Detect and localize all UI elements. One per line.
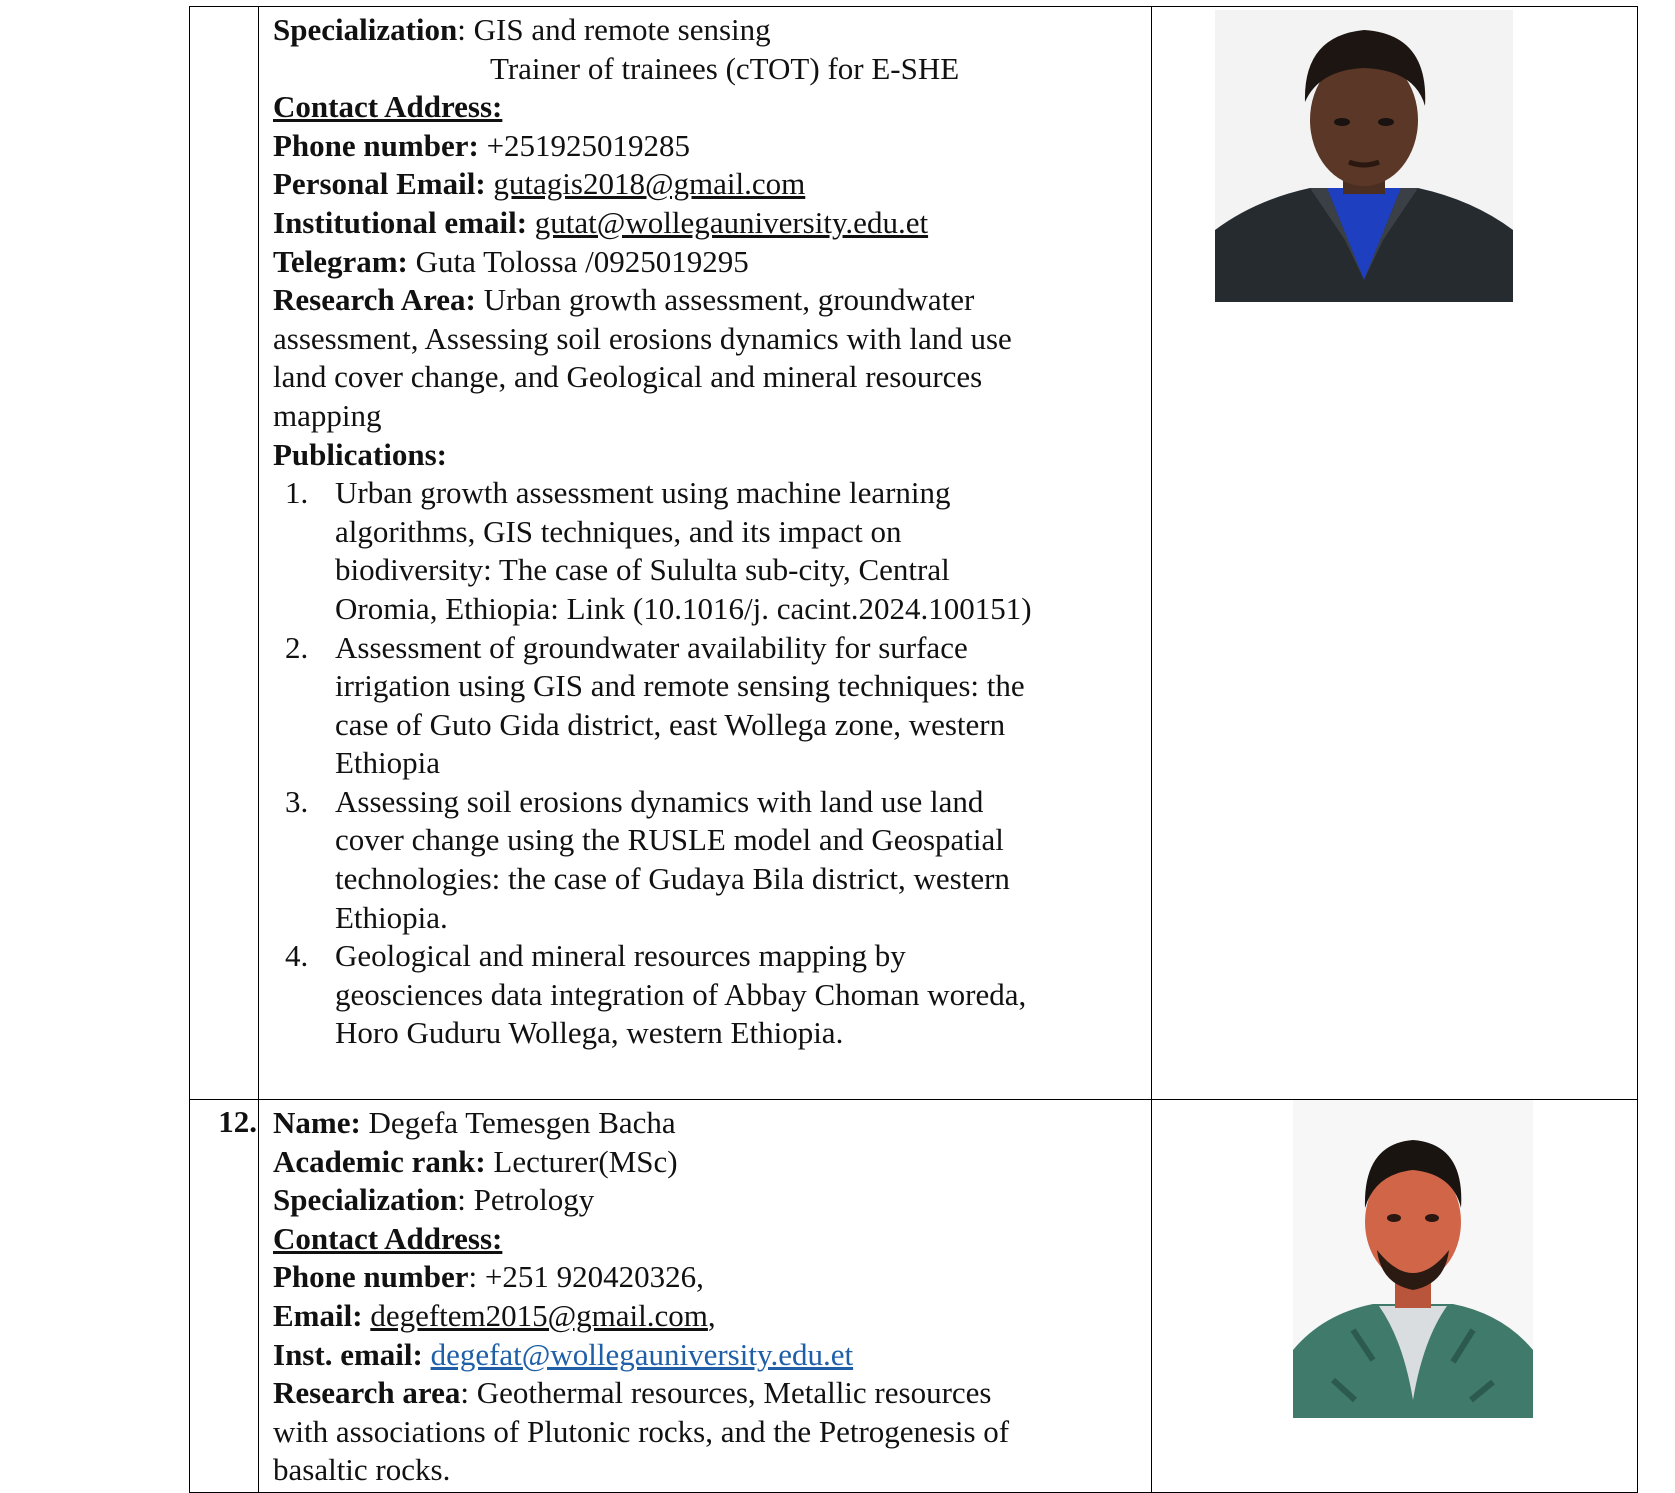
rank-line [273, 1143, 1137, 1182]
field-value: Lecturer(MSc) [485, 1143, 678, 1179]
list-item [285, 783, 1137, 937]
field-label: Specialization [273, 1182, 458, 1218]
field-suffix: , [707, 1297, 716, 1333]
field-label: Specialization [273, 12, 458, 47]
field-label: Telegram: [273, 243, 408, 279]
publication-line: geosciences data integration of Abbay Choman woreda, [335, 976, 1027, 1012]
field-value: Guta Tolossa /0925019295 [407, 243, 749, 279]
publication-line: irrigation using GIS and remote sensing techniques: the [335, 668, 1025, 704]
field-label: Research area [273, 1375, 461, 1411]
field-label: Phone number: [273, 127, 479, 163]
publication-line: biodiversity: The case of Sululta sub-city, Central [335, 552, 950, 588]
publication-line: Ethiopia [335, 745, 441, 781]
publication-line: Horo Guduru Wollega, western Ethiopia. [335, 1015, 844, 1051]
staff-info-cell [259, 7, 1152, 1100]
field-value: : Petrology [457, 1182, 595, 1218]
table-row [190, 1100, 1638, 1493]
inst-email-line [273, 1336, 1137, 1375]
email-line [273, 1297, 1137, 1336]
specialization-extra: Trainer of trainees (cTOT) for E-SHE [490, 50, 960, 86]
field-label: Inst. email: [273, 1336, 423, 1372]
telegram-line [273, 243, 1137, 282]
research-line: assessment, Assessing soil erosions dynamics with land use [273, 320, 1012, 356]
publication-line: Oromia, Ethiopia: Link (10.1016/j. cacint.2024.100151) [335, 590, 1032, 626]
research-line [273, 1374, 1137, 1413]
field-label: Email: [273, 1297, 363, 1333]
staff-photo [1215, 10, 1513, 302]
publication-line: case of Guto Gida district, east Wollega zone, western [335, 706, 1006, 742]
research-line [273, 281, 1137, 320]
portrait-image [1215, 10, 1513, 302]
research-line: land cover change, and Geological and mineral resources [273, 359, 983, 395]
publications-list [273, 474, 1137, 1053]
publication-line: Urban growth assessment using machine learning [335, 475, 951, 511]
contact-heading: Contact Address: [273, 89, 503, 125]
field-label: Phone number [273, 1259, 469, 1295]
name-line [273, 1104, 1137, 1143]
list-item [285, 474, 1137, 628]
publications-heading: Publications: [273, 436, 447, 472]
field-label: Institutional email: [273, 204, 528, 240]
research-line: mapping [273, 397, 382, 433]
list-number: 2. [285, 629, 309, 665]
table-row [190, 7, 1638, 1100]
staff-table [189, 6, 1638, 1493]
contact-heading: Contact Address: [273, 1220, 503, 1256]
list-number: 4. [285, 938, 309, 974]
inst-email-line [273, 204, 1137, 243]
publication-line: Assessing soil erosions dynamics with land use land [335, 783, 984, 819]
publication-line: cover change using the RUSLE model and Geospatial [335, 822, 1004, 858]
field-value: : GIS and remote sensing [457, 12, 771, 47]
list-number: 3. [285, 783, 309, 819]
portrait-image [1293, 1100, 1533, 1418]
publication-line: algorithms, GIS techniques, and its impact on [335, 513, 902, 549]
email-link[interactable]: degeftem2015@gmail.com [370, 1297, 708, 1333]
field-value: Urban growth assessment, groundwater [475, 282, 975, 318]
phone-line [273, 1258, 1137, 1297]
inst-email-link[interactable]: degefat@wollegauniversity.edu.et [430, 1336, 854, 1372]
personal-email-link[interactable]: gutagis2018@gmail.com [493, 166, 806, 202]
publication-line: Geological and mineral resources mapping by [335, 938, 906, 974]
field-label: Academic rank: [273, 1143, 486, 1179]
specialization-line [273, 1181, 1137, 1220]
field-value: : Geothermal resources, Metallic resources [460, 1375, 992, 1411]
specialization-line [273, 11, 1137, 50]
photo-cell [1152, 1100, 1638, 1493]
field-label: Personal Email: [273, 166, 486, 202]
research-line: basaltic rocks. [273, 1452, 451, 1488]
field-value: : +251 920420326, [468, 1259, 704, 1295]
phone-line [273, 127, 1137, 166]
list-item [285, 629, 1137, 783]
publication-line: Assessment of groundwater availability for surface [335, 629, 968, 665]
inst-email-link[interactable]: gutat@wollegauniversity.edu.et [534, 204, 929, 240]
list-item [285, 937, 1137, 1053]
staff-info-cell [259, 1100, 1152, 1493]
row-number-cell: 12. [190, 1100, 259, 1493]
photo-cell [1152, 7, 1638, 1100]
staff-photo [1293, 1100, 1533, 1418]
publication-line: Ethiopia. [335, 899, 448, 935]
list-number: 1. [285, 475, 309, 511]
publication-line: technologies: the case of Gudaya Bila district, western [335, 861, 1010, 897]
field-label: Research Area: [273, 282, 476, 318]
row-number-cell [190, 7, 259, 1100]
personal-email-line [273, 165, 1137, 204]
research-line: with associations of Plutonic rocks, and the Petrogenesis of [273, 1413, 1010, 1449]
field-label: Name: [273, 1105, 361, 1140]
field-value: +251925019285 [478, 127, 691, 163]
field-value: Degefa Temesgen Bacha [360, 1105, 676, 1140]
